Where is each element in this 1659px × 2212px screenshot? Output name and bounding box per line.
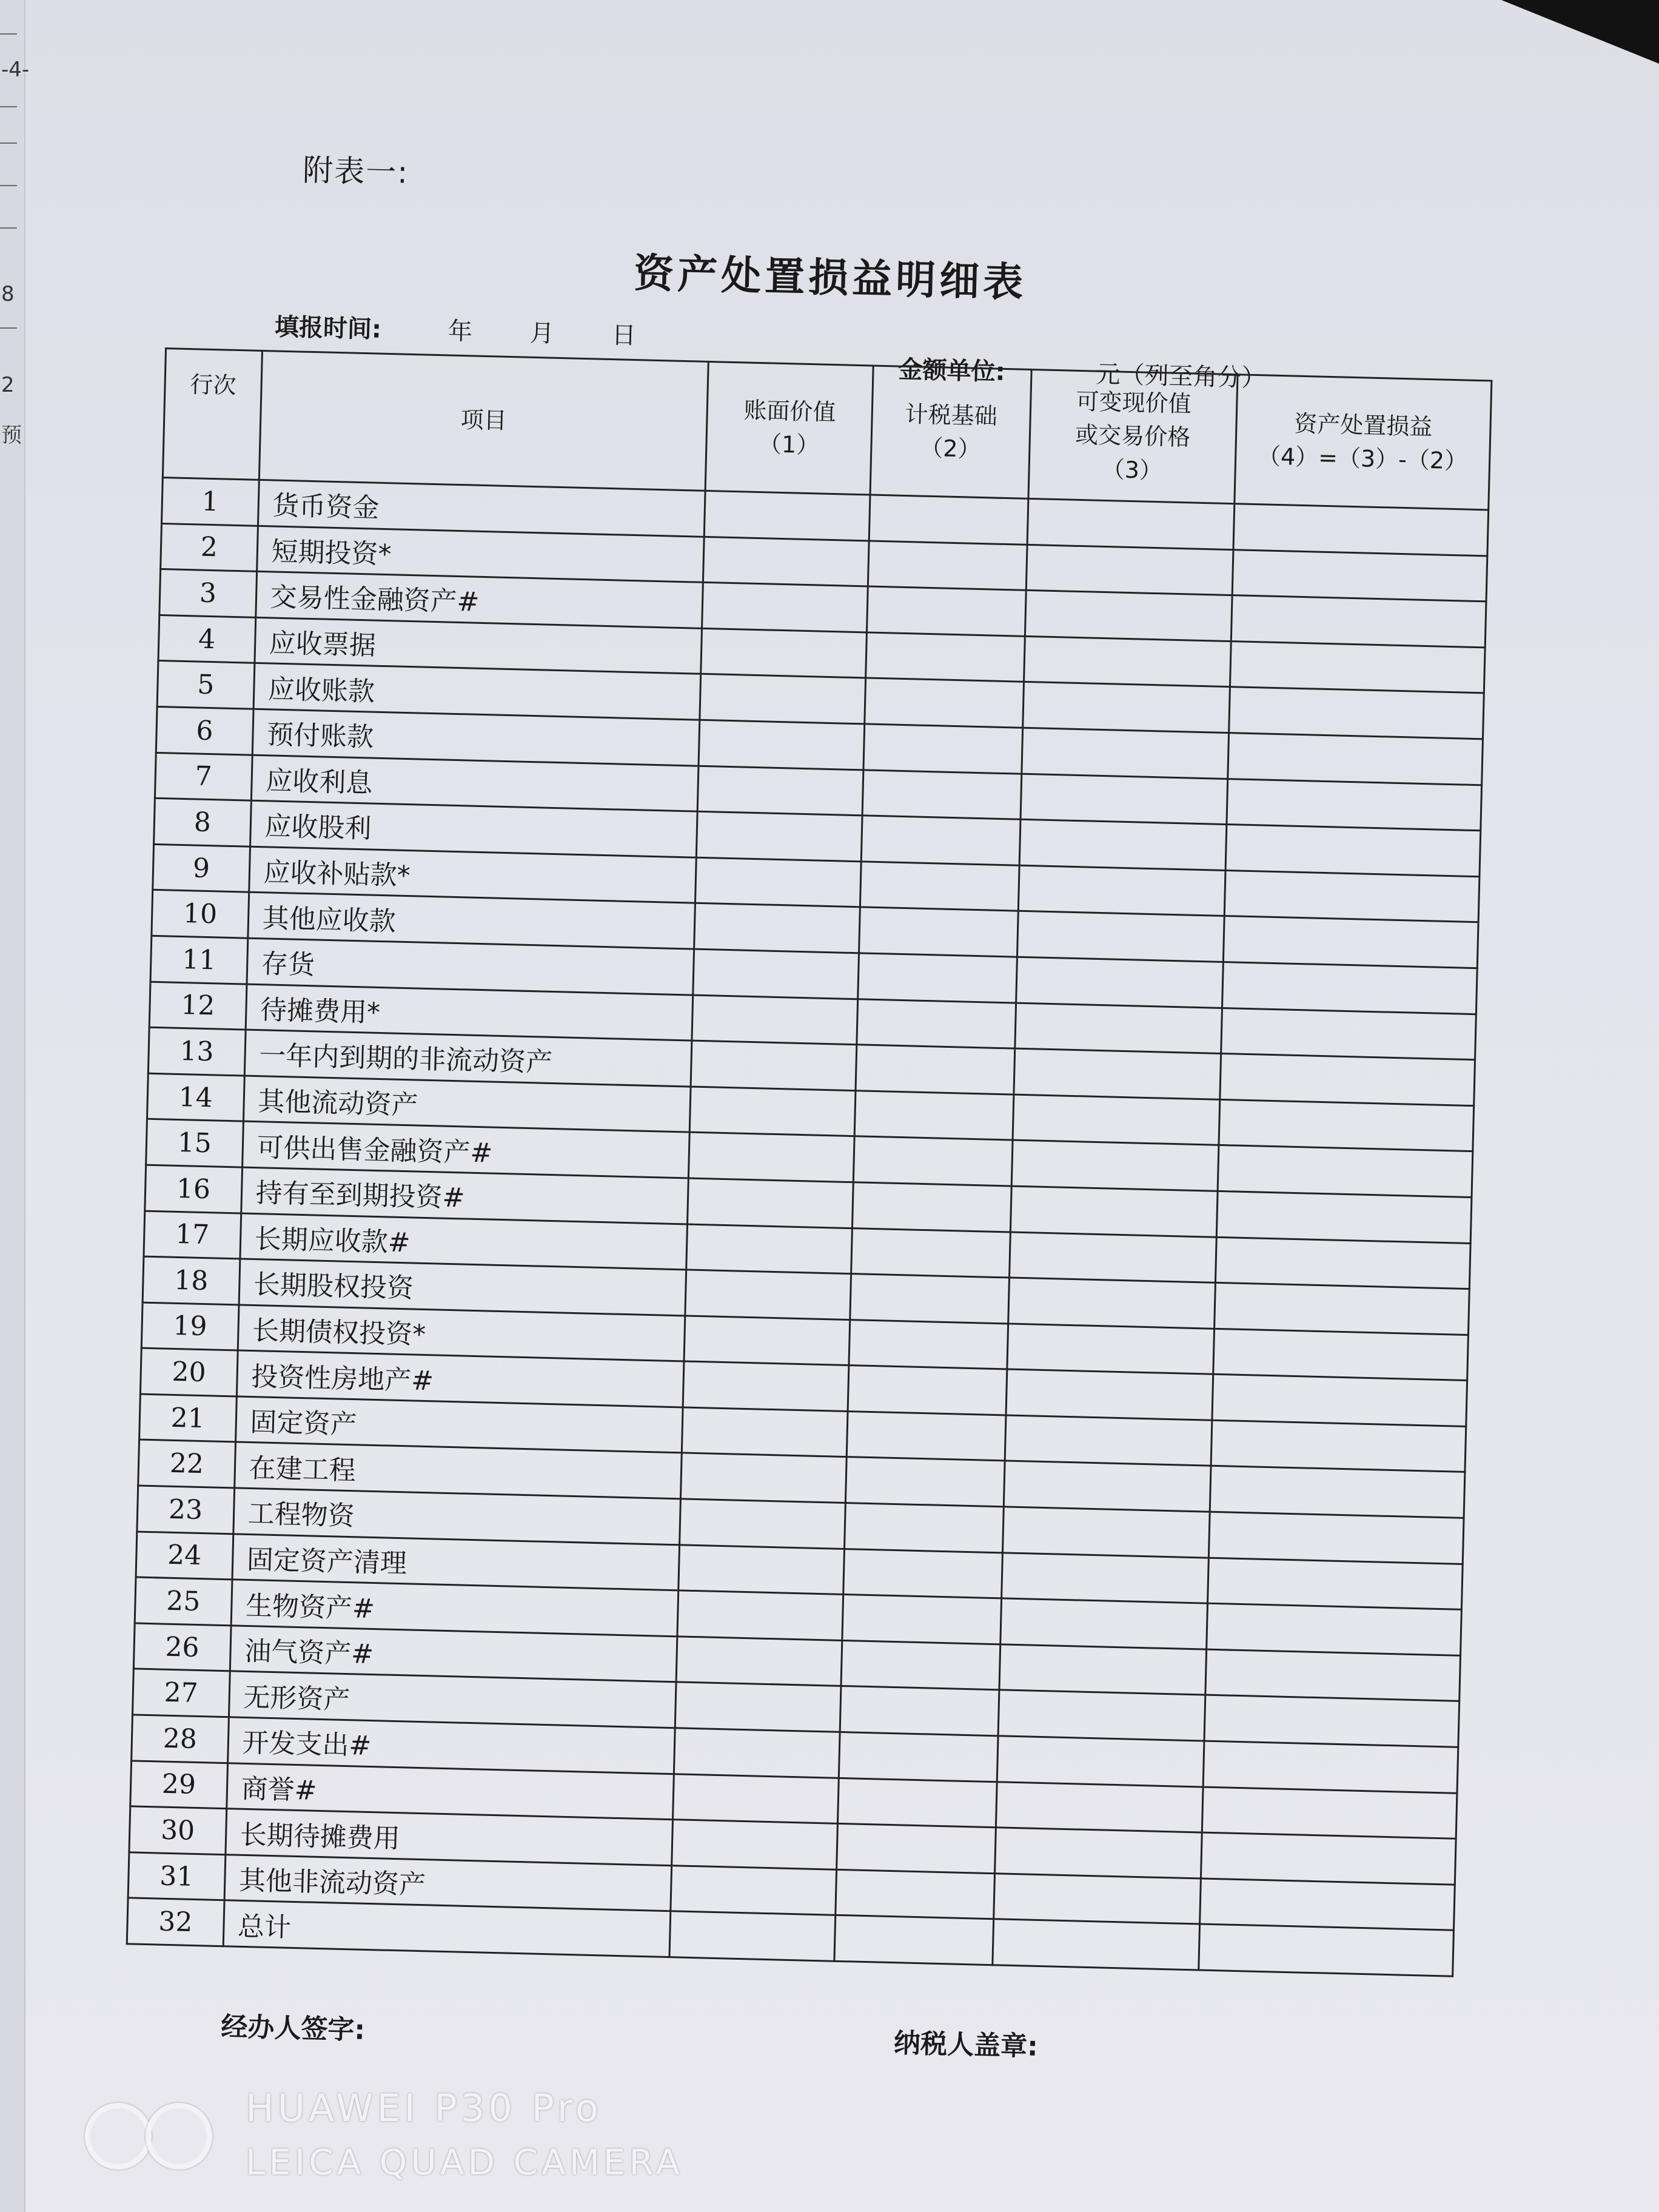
- book-value-cell[interactable]: [674, 1728, 840, 1778]
- row-number: 21: [139, 1394, 236, 1442]
- row-number: 2: [161, 523, 258, 571]
- gain-loss-cell[interactable]: [1227, 733, 1483, 785]
- row-number: 28: [132, 1715, 229, 1763]
- gain-loss-cell[interactable]: [1215, 1237, 1470, 1289]
- realizable-value-cell[interactable]: [1004, 1461, 1211, 1512]
- row-number: 27: [132, 1669, 229, 1717]
- row-number: 26: [133, 1623, 230, 1671]
- gain-loss-cell[interactable]: [1199, 1879, 1455, 1931]
- realizable-value-cell[interactable]: [1022, 682, 1230, 733]
- realizable-value-cell[interactable]: [994, 1828, 1202, 1879]
- gain-loss-cell[interactable]: [1210, 1466, 1465, 1518]
- tax-basis-cell[interactable]: [860, 862, 1019, 911]
- book-value-cell[interactable]: [694, 903, 860, 953]
- gain-loss-cell[interactable]: [1205, 1649, 1461, 1701]
- gain-loss-cell[interactable]: [1231, 595, 1486, 648]
- row-item-name: 交易性金融资产#: [255, 572, 703, 629]
- margin-mark: 8: [1, 282, 15, 306]
- header-row-no: 行次: [163, 349, 262, 480]
- gain-loss-cell[interactable]: [1227, 779, 1482, 831]
- camera-model: HUAWEI P30 Pro: [246, 2086, 602, 2130]
- row-item-name: 应收票据: [255, 617, 702, 674]
- gain-loss-cell[interactable]: [1219, 1099, 1474, 1151]
- taxpayer-seal-label: 纳税人盖章:: [893, 2028, 1039, 2063]
- row-item-name: 在建工程: [234, 1442, 682, 1499]
- header-gain-loss: [1235, 375, 1492, 510]
- book-value-cell[interactable]: [672, 1820, 838, 1869]
- realizable-value-cell[interactable]: [1001, 1553, 1208, 1604]
- tax-basis-cell[interactable]: [867, 586, 1026, 636]
- realizable-value-cell[interactable]: [1021, 774, 1228, 825]
- realizable-value-cell[interactable]: [1022, 728, 1229, 779]
- ring-icon: [85, 2103, 152, 2170]
- date-fields: [447, 317, 636, 350]
- book-value-cell[interactable]: [689, 1087, 856, 1136]
- row-number: 30: [129, 1806, 226, 1854]
- row-number: 12: [149, 982, 246, 1030]
- margin-mark: 2: [1, 373, 15, 397]
- realizable-value-cell[interactable]: [996, 1781, 1203, 1832]
- row-item-name: 总计: [223, 1900, 671, 1957]
- gain-loss-cell[interactable]: [1198, 1924, 1453, 1976]
- gain-loss-cell[interactable]: [1223, 916, 1478, 968]
- row-number: 10: [152, 890, 249, 938]
- row-item-name: 应收利息: [251, 755, 699, 812]
- row-item-name: 待摊费用*: [246, 984, 693, 1041]
- book-value-cell[interactable]: [681, 1453, 847, 1503]
- gain-loss-cell[interactable]: [1233, 504, 1489, 556]
- book-value-cell[interactable]: [679, 1545, 845, 1595]
- margin-tick: [0, 142, 17, 144]
- gain-loss-cell[interactable]: [1222, 962, 1477, 1014]
- book-value-cell[interactable]: [673, 1774, 839, 1823]
- header-line: 计税基础: [905, 400, 998, 430]
- gain-loss-cell[interactable]: [1212, 1375, 1467, 1427]
- row-number: 32: [127, 1898, 224, 1946]
- row-number: 15: [146, 1119, 243, 1167]
- ring-icon: [146, 2103, 212, 2170]
- row-number: 31: [128, 1852, 225, 1900]
- realizable-value-cell[interactable]: [1007, 1324, 1215, 1375]
- header-tax-basis: [870, 366, 1031, 498]
- day-label: 日: [611, 321, 637, 350]
- book-value-cell[interactable]: [697, 766, 863, 816]
- gain-loss-cell[interactable]: [1224, 870, 1480, 922]
- gain-loss-cell[interactable]: [1228, 687, 1484, 739]
- tax-basis-cell[interactable]: [843, 1549, 1002, 1598]
- row-number: 19: [141, 1302, 238, 1350]
- row-number: 1: [162, 477, 259, 525]
- header-line: （1）: [758, 430, 820, 459]
- realizable-value-cell[interactable]: [1018, 865, 1225, 916]
- margin-mark: -4-: [1, 58, 30, 82]
- page-title: 资产处置损益明细表: [633, 249, 1028, 306]
- realizable-value-cell[interactable]: [1014, 1048, 1221, 1099]
- book-value-cell[interactable]: [683, 1361, 849, 1411]
- realizable-value-cell[interactable]: [1002, 1507, 1210, 1558]
- row-number: 29: [130, 1760, 227, 1808]
- realizable-value-cell[interactable]: [1024, 636, 1231, 687]
- tax-basis-cell[interactable]: [850, 1274, 1009, 1324]
- margin-mark: 预: [1, 423, 22, 447]
- tax-basis-cell[interactable]: [834, 1915, 993, 1965]
- gain-loss-cell[interactable]: [1225, 825, 1481, 877]
- book-value-cell[interactable]: [671, 1866, 837, 1915]
- gain-loss-cell[interactable]: [1218, 1145, 1473, 1198]
- row-number: 24: [136, 1532, 233, 1580]
- gain-loss-cell[interactable]: [1216, 1191, 1472, 1243]
- row-item-name: 开发支出#: [227, 1717, 675, 1774]
- row-number: 18: [142, 1256, 240, 1304]
- year-label: 年: [447, 317, 473, 346]
- row-number: 13: [148, 1027, 245, 1075]
- tax-basis-cell[interactable]: [853, 1136, 1012, 1186]
- row-number: 4: [158, 615, 255, 663]
- book-value-cell[interactable]: [686, 1224, 853, 1274]
- row-number: 16: [145, 1165, 242, 1213]
- row-number: 8: [154, 798, 251, 846]
- tax-basis-cell[interactable]: [838, 1778, 997, 1828]
- tax-basis-cell[interactable]: [842, 1595, 1001, 1644]
- book-value-cell[interactable]: [676, 1637, 842, 1686]
- row-item-name: 工程物资: [233, 1488, 680, 1545]
- row-number: 25: [135, 1577, 232, 1625]
- row-item-name: 其他应收款: [247, 893, 695, 950]
- header-realizable-value: [1028, 369, 1238, 503]
- realizable-value-cell[interactable]: [998, 1690, 1205, 1741]
- realizable-value-cell[interactable]: [997, 1736, 1204, 1787]
- disposal-table: [126, 347, 1493, 1977]
- amount-unit-value: 元（列至角分）: [1095, 360, 1266, 393]
- row-item-name: 投资性房地产#: [236, 1350, 684, 1407]
- row-number: 5: [157, 661, 254, 709]
- book-value-cell[interactable]: [691, 1041, 857, 1090]
- tax-basis-cell[interactable]: [853, 1182, 1011, 1232]
- book-value-cell[interactable]: [701, 628, 867, 678]
- realizable-value-cell[interactable]: [1005, 1415, 1212, 1466]
- row-item-name: 货币资金: [258, 480, 705, 537]
- realizable-value-cell[interactable]: [1010, 1186, 1218, 1237]
- gain-loss-cell[interactable]: [1202, 1787, 1457, 1839]
- row-item-name: 持有至到期投资#: [241, 1167, 688, 1224]
- row-item-name: 无形资产: [229, 1671, 676, 1728]
- realizable-value-cell[interactable]: [999, 1644, 1207, 1695]
- header-line: 或交易价格: [1074, 421, 1191, 451]
- row-item-name: 应收股利: [250, 800, 697, 857]
- margin-tick: [0, 106, 17, 107]
- realizable-value-cell[interactable]: [1016, 957, 1223, 1008]
- book-value-cell[interactable]: [699, 720, 865, 769]
- header-book-value: [705, 361, 873, 495]
- tax-basis-cell[interactable]: [837, 1824, 996, 1874]
- gain-loss-cell[interactable]: [1232, 549, 1487, 602]
- book-value-cell[interactable]: [703, 537, 870, 586]
- row-item-name: 短期投资*: [256, 526, 704, 583]
- row-item-name: 应收账款: [253, 663, 701, 720]
- gain-loss-cell[interactable]: [1206, 1603, 1461, 1655]
- realizable-value-cell[interactable]: [1025, 591, 1232, 642]
- row-item-name: 应收补贴款*: [249, 846, 696, 903]
- tax-basis-cell[interactable]: [857, 999, 1016, 1048]
- row-number: 22: [138, 1439, 235, 1487]
- book-value-cell[interactable]: [702, 583, 868, 632]
- book-value-cell[interactable]: [695, 857, 862, 907]
- realizable-value-cell[interactable]: [1011, 1140, 1219, 1191]
- row-item-name: 长期待摊费用: [226, 1809, 673, 1866]
- realizable-value-cell[interactable]: [1019, 819, 1227, 870]
- tax-basis-cell[interactable]: [861, 816, 1020, 865]
- row-number: 3: [159, 569, 256, 617]
- tax-basis-cell[interactable]: [858, 953, 1017, 1003]
- row-item-name: 其他非流动资产: [224, 1855, 672, 1912]
- row-item-name: 一年内到期的非流动资产: [244, 1030, 692, 1087]
- realizable-value-cell[interactable]: [1008, 1278, 1215, 1329]
- gain-loss-cell[interactable]: [1207, 1558, 1463, 1610]
- row-item-name: 长期应收款#: [240, 1213, 688, 1270]
- header-line: 可变现价值: [1076, 388, 1192, 418]
- tax-basis-cell[interactable]: [849, 1319, 1008, 1369]
- book-value-cell[interactable]: [685, 1270, 851, 1319]
- book-value-cell[interactable]: [700, 674, 866, 724]
- table-body: [127, 477, 1488, 1976]
- book-value-cell[interactable]: [689, 1132, 855, 1182]
- margin-tick: [0, 185, 17, 186]
- fill-time: [274, 307, 636, 351]
- tax-basis-cell[interactable]: [848, 1366, 1007, 1415]
- row-number: 11: [150, 936, 247, 984]
- tax-basis-cell[interactable]: [846, 1457, 1005, 1507]
- tax-basis-cell[interactable]: [840, 1686, 999, 1736]
- row-number: 23: [137, 1486, 234, 1533]
- appendix-label: 附表一:: [302, 152, 409, 190]
- tax-basis-cell[interactable]: [856, 1045, 1014, 1094]
- gain-loss-cell[interactable]: [1203, 1741, 1458, 1793]
- tax-basis-cell[interactable]: [859, 907, 1018, 957]
- realizable-value-cell[interactable]: [993, 1874, 1201, 1925]
- row-number: 14: [147, 1073, 244, 1121]
- gain-loss-cell[interactable]: [1230, 641, 1485, 693]
- tax-basis-cell[interactable]: [846, 1411, 1005, 1461]
- header-item: 项目: [259, 350, 709, 491]
- handler-signature-label: 经办人签字:: [220, 2011, 366, 2046]
- row-item-name: 其他流动资产: [243, 1076, 691, 1133]
- header-line: 资产处置损益: [1293, 410, 1433, 441]
- row-number: 6: [156, 706, 253, 754]
- realizable-value-cell[interactable]: [1015, 1003, 1222, 1054]
- row-number: 17: [144, 1211, 241, 1259]
- row-number: 7: [155, 752, 252, 800]
- margin-tick: [0, 227, 17, 229]
- realizable-value-cell[interactable]: [1000, 1598, 1208, 1649]
- row-item-name: 生物资产#: [231, 1580, 679, 1637]
- book-value-cell[interactable]: [675, 1682, 841, 1732]
- book-value-cell[interactable]: [680, 1499, 846, 1549]
- gain-loss-cell[interactable]: [1220, 1054, 1475, 1106]
- tax-basis-cell[interactable]: [863, 724, 1022, 774]
- realizable-value-cell[interactable]: [993, 1919, 1200, 1970]
- tax-basis-cell[interactable]: [841, 1640, 1000, 1690]
- book-value-cell[interactable]: [682, 1407, 848, 1457]
- row-item-name: 固定资产: [235, 1396, 683, 1453]
- gain-loss-cell[interactable]: [1208, 1512, 1464, 1564]
- row-item-name: 长期债权投资*: [238, 1305, 685, 1362]
- camera-logo-icon: [85, 2103, 218, 2170]
- row-item-name: 固定资产清理: [232, 1534, 680, 1591]
- row-item-name: 油气资产#: [230, 1626, 677, 1683]
- margin-tick: [0, 33, 17, 35]
- book-value-cell[interactable]: [688, 1178, 854, 1228]
- row-item-name: 可供出售金融资产#: [242, 1121, 689, 1178]
- tax-basis-cell[interactable]: [854, 1090, 1013, 1140]
- month-label: 月: [529, 319, 555, 348]
- row-number: 20: [140, 1348, 237, 1396]
- realizable-value-cell[interactable]: [1027, 498, 1235, 549]
- header-line: （3）: [1101, 455, 1163, 484]
- tax-basis-cell[interactable]: [862, 769, 1021, 819]
- header-line: （4）=（3）-（2）: [1257, 443, 1468, 475]
- realizable-value-cell[interactable]: [1009, 1232, 1216, 1283]
- book-value-cell[interactable]: [669, 1911, 836, 1961]
- book-value-cell[interactable]: [677, 1590, 843, 1640]
- row-item-name: 存货: [247, 938, 694, 995]
- row-number: 9: [153, 844, 250, 892]
- amount-unit-label: 金额单位:: [898, 355, 1006, 386]
- tax-basis-cell[interactable]: [836, 1869, 994, 1919]
- book-value-cell[interactable]: [692, 995, 858, 1045]
- tax-basis-cell[interactable]: [869, 495, 1028, 545]
- gain-loss-cell[interactable]: [1221, 1008, 1476, 1060]
- book-value-cell[interactable]: [684, 1316, 850, 1366]
- gain-loss-cell[interactable]: [1204, 1695, 1460, 1748]
- gain-loss-cell[interactable]: [1211, 1420, 1466, 1472]
- gain-loss-cell[interactable]: [1213, 1329, 1468, 1381]
- margin-tick: [0, 327, 17, 329]
- tax-basis-cell[interactable]: [845, 1503, 1004, 1553]
- book-value-cell[interactable]: [696, 811, 862, 861]
- book-value-cell[interactable]: [693, 949, 859, 999]
- header-line: （2）: [919, 434, 981, 463]
- gain-loss-cell[interactable]: [1201, 1832, 1456, 1885]
- tax-basis-cell[interactable]: [866, 632, 1025, 682]
- row-item-name: 预付账款: [252, 709, 700, 766]
- tax-basis-cell[interactable]: [868, 541, 1027, 591]
- realizable-value-cell[interactable]: [1006, 1369, 1213, 1420]
- realizable-value-cell[interactable]: [1017, 911, 1224, 962]
- realizable-value-cell[interactable]: [1026, 545, 1233, 595]
- row-item-name: 商誉#: [226, 1763, 674, 1820]
- tax-basis-cell[interactable]: [851, 1228, 1010, 1278]
- row-item-name: 长期股权投资: [239, 1259, 686, 1316]
- fill-time-label: 填报时间:: [274, 313, 382, 344]
- tax-basis-cell[interactable]: [865, 678, 1024, 728]
- tax-basis-cell[interactable]: [839, 1732, 997, 1781]
- gain-loss-cell[interactable]: [1214, 1282, 1469, 1335]
- realizable-value-cell[interactable]: [1013, 1094, 1220, 1145]
- header-line: 账面价值: [743, 397, 837, 426]
- camera-brand: LEICA QUAD CAMERA: [246, 2142, 684, 2183]
- book-value-cell[interactable]: [704, 491, 870, 540]
